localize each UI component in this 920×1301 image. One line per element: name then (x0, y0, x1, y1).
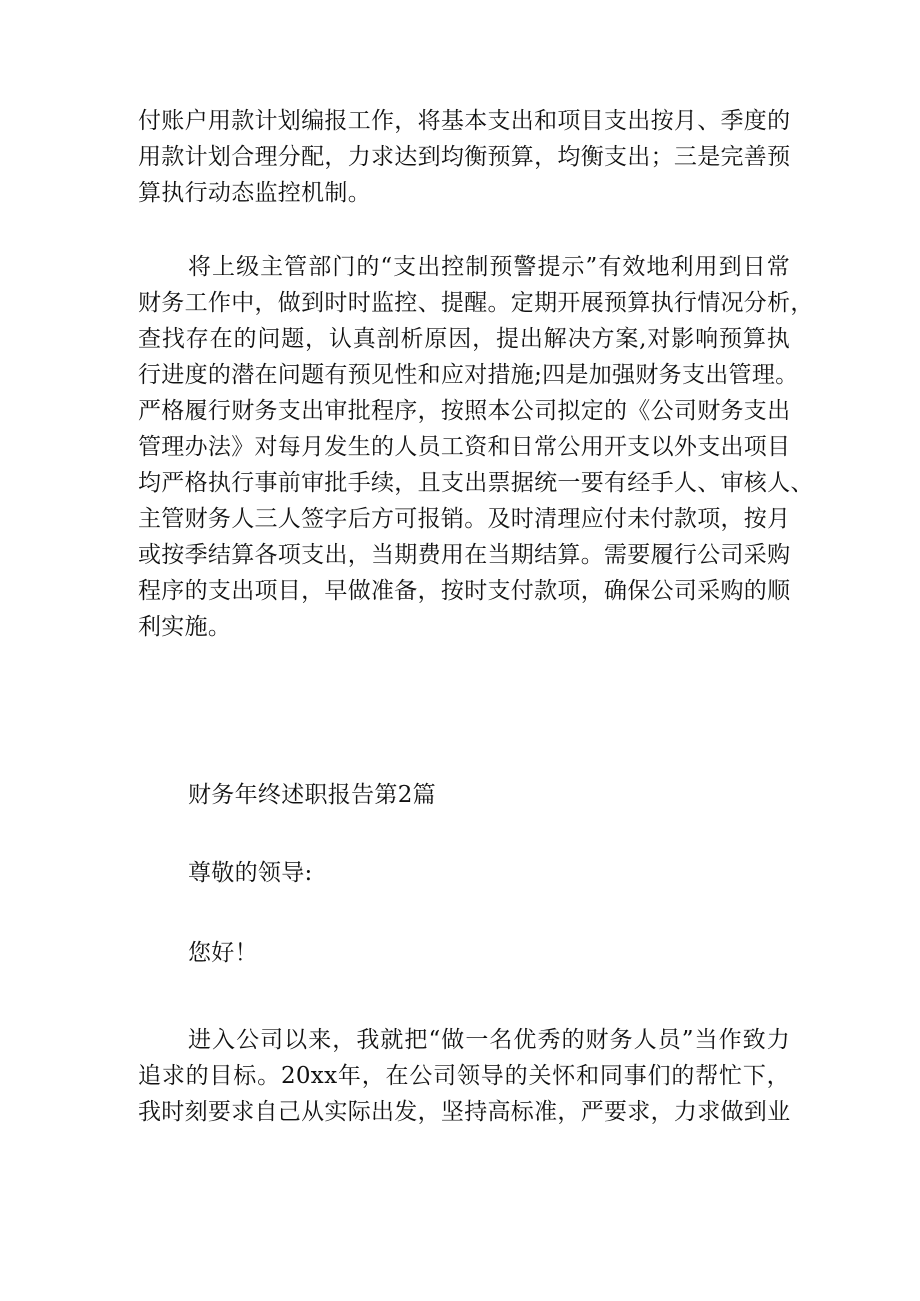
greeting-block (138, 935, 790, 971)
paragraph-line: 主管财务人三人签字后方可报销。及时清理应付未付款项，按月 (138, 506, 791, 532)
paragraph-line: 将上级主管部门的“支出控制预警提示”有效地利用到日常 (188, 254, 790, 280)
paragraph-line: 管理办法》对每月发生的人员工资和日常公用开支以外支出项目 (138, 434, 791, 460)
paragraph-line: 查找存在的问题，认真剖析原因，提出解决方案,对影响预算执 (138, 326, 790, 352)
paragraph-2 (138, 249, 814, 645)
paragraph-line: 追求的目标。20xx年，在公司领导的关怀和同事们的帮忙下， (138, 1063, 790, 1089)
salutation: 尊敬的领导: (188, 860, 313, 886)
paragraph-line: 财务工作中，做到时时监控、提醒。定期开展预算执行情况分析， (138, 290, 814, 316)
paragraph-line: 付账户用款计划编报工作，将基本支出和项目支出按月、季度的 (138, 108, 791, 134)
paragraph-line: 行进度的潜在问题有预见性和应对措施;四是加强财务支出管理。 (138, 362, 799, 388)
paragraph-line: 或按季结算各项支出，当期费用在当期结算。需要履行公司采购 (138, 542, 791, 568)
greeting: 您好！ (188, 940, 258, 966)
paragraph-line: 用款计划合理分配，力求达到均衡预算，均衡支出；三是完善预 (138, 144, 791, 170)
paragraph-line: 严格履行财务支出审批程序，按照本公司拟定的《公司财务支出 (138, 398, 791, 424)
paragraph-1 (138, 103, 790, 211)
paragraph-line: 算执行动态监控机制。 (138, 180, 371, 206)
paragraph-line: 利实施。 (138, 614, 232, 640)
paragraph-3 (138, 1022, 790, 1130)
paragraph-line: 均严格执行事前审批手续，且支出票据统一要有经手人、审核人、 (138, 470, 814, 496)
paragraph-line: 进入公司以来，我就把“做一名优秀的财务人员”当作致力 (188, 1027, 790, 1053)
paragraph-line: 程序的支出项目，早做准备，按时支付款项，确保公司采购的顺 (138, 578, 791, 604)
paragraph-line: 我时刻要求自己从实际出发，坚持高标准，严要求，力求做到业 (138, 1099, 791, 1125)
salutation-block (138, 855, 790, 891)
section-heading: 财务年终述职报告第2篇 (188, 782, 436, 808)
section-heading-block (138, 777, 790, 813)
